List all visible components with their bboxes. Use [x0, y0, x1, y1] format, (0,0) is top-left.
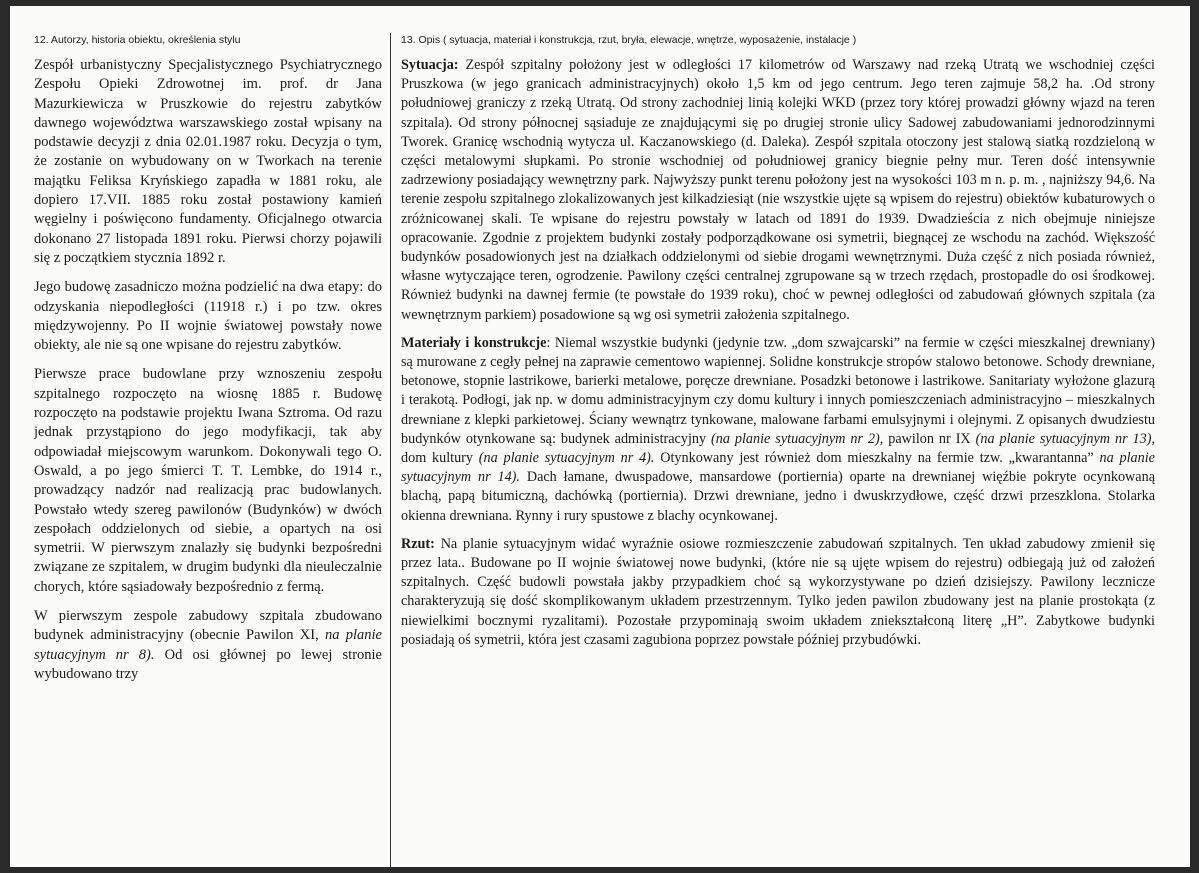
- materialy-text-2: pawilon nr IX: [883, 430, 976, 447]
- materialy-text-3: dom kultury: [401, 450, 479, 467]
- history-paragraph-4-tail: Od osi głównej po lewej stronie wybudowano trzy: [34, 646, 382, 682]
- sytuacja-text: Zespół szpitalny położony jest w odległości 17 kilometrów od Warszawy nad rzeką Utratą we wschodniej części Pruszkowa (w jego granicach administracyjnych) około 1,5 km od jego centrum. Jego teren zajmuje 58,2 ha. .Od strony południowej graniczy z rzeką Utratą. Od strony zachodniej linią kolejki WKD (przez tory której prowadzi główny wjazd na teren szpitala). Od strony północnej sąsiaduje ze znajdującymi się po drugiej stronie ulicy Sadowej zabudowaniami jednorodzinnymi Tworek. Granicę wschodnią wytycza ul. Kaczanowskiego (d. Daleka). Zespół szpitala otoczony jest stalową siatką rozdzieloną w części metalowymi słupkami. Po stronie wschodniej od południowej granicy biegnie pełny mur. Teren dość intensywnie zadrzewiony posiadający wewnętrzny park. Najwyższy punkt terenu położony jest na wysokości 103 m n. p. m. , najniższy 94,6. Na terenie zespołu szpitalnego zlokalizowanych jest kilkadziesiąt (nie wszystkie ujęte są wpisem do rejestru) obiektów kubaturowych o zróżnicowanej skali. Te wpisane do rejestru powstały w latach od 1891 do 1939. Dwadzieścia z nich obejmuje niniejsze opracowanie. Zgodnie z projektem budynki zostały podporządkowane osi symetrii, biegnącej ze wschodu na zachód. Większość budynków posadowionych jest na działkach oddzielonymi od siebie drogami wewnętrznymi. Duża część z nich posiada również, własne wytyczające teren, ogrodzenie. Pawilony części centralnej zgrupowane są w trzech rzędach, prostopadle do osi środkowej. Również budynki na dawnej fermie (te powstałe do 1939 roku), choć w pewnej odległości od zabudowań głównych szpitala (za wewnętrznym parkiem) posadowione są wg osi symetrii założenia szpitalnego.: [401, 57, 1155, 323]
- history-paragraph-1: Zespół urbanistyczny Specjalistycznego Psychiatrycznego Zespołu Opieki Zdrowotnej im. prof. dr Jana Mazurkiewicza w Pruszkowie do rejestru zabytków dawnego województwa warszawskiego został wpisany na podstawie decyzji z dnia 02.01.1987 roku. Decyzja o tym, że zostanie on wybudowany on w Tworkach na terenie majątku Feliksa Kryńskiego zapadła w 1881 roku, ale dopiero 17.VII. 1885 roku został postawiony kamień węgielny i poświęcono fundamenty. Oficjalnego otwarcia dokonano 27 listopada 1891 roku. Pierwsi chorzy pojawili się z początkiem stycznia 1892 r.: [34, 57, 382, 266]
- materialy-text-1: : Niemal wszystkie budynki (jedynie tzw. „dom szwajcarski” na fermie w części mieszkalnej drewniany) są murowane z cegły pełnej na zaprawie cementowo wapiennej. Solidne konstrukcje stropów stalowo betonowe. Schody drewniane, betonowe, stopnie lastrikowe, barierki metalowe, poręcze drewniane. Posadzki betonowe i lastrikowe. Sanitariaty wyłożone glazurą i terakotą. Podłogi, jak np. w domu administracyjnym czy domu kultury i innych pomieszczeniach administracyjno – mieszkalnych drewniane z klepki parkietowej. Ściany wewnątrz tynkowane, malowane farbami emulsyjnymi i olejnymi. Z opisanych dwudziestu budynków otynkowane są: budynek administracyjny: [401, 334, 1155, 447]
- history-paragraph-4-text: W pierwszym zespole zabudowy szpitala zbudowano budynek administracyjny (obecnie Pawilon XI,: [34, 608, 382, 644]
- history-paragraph-3: Pierwsze prace budowlane przy wznoszeniu zespołu szpitalnego rozpoczęto na wiosnę 1885 r. Budowę rozpoczęto na podstawie projektu Iwana Sztroma. Od razu jednak przystąpiono do jego modyfikacji, tak aby odpowiadał miejscowym warunkom. Dokonywali tego O. Oswald, a po jego śmierci T. T. Lembke, do 1914 r., prowadzący nadzór nad realizacją prac budowlanych. Powstało wtedy szereg pawilonów (Budynków) w dwóch zespołach oddzielonych od siebie, a opartych na osi symetrii. W pierwszym znalazły się budynki bezpośredni związane ze szpitalem, w drugim budynki dla nieuleczalnie chorych, które sąsiadowały bezpośrednio z fermą.: [34, 366, 382, 595]
- materialy-ref-3: (na planie sytuacyjnym nr 4).: [478, 450, 655, 467]
- materialy-ref-1: (na planie sytuacyjnym nr 2),: [711, 430, 884, 447]
- sytuacja-lead: Sytuacja:: [401, 57, 459, 73]
- rzut-text: Na planie sytuacyjnym widać wyraźnie osiowe rozmieszczenie zabudowań szpitalnych. Ten układ zabudowy zmienił się przez lata.. Budowane po II wojnie światowej nowe budynki, (które nie są ujęte wpisem do rejestru) odbiegają już od założeń szpitalnych. Część budowli powstała jakby przypadkiem choć są wykorzystywane po dzień dzisiejszy. Pawilony lecznicze charakteryzują się dość skomplikowanym układem przestrzennym. Tylko jeden pawilon zbudowany jest na planie prostokąta (z niewielkimi bocznymi ryzalitami). Pozostałe przypominają swoim układem zniekształconą literę „H”. Zabytkowe budynki posiadają oś symetrii, która jest czasami zagubiona poprzez powstałe później przybudówki.: [401, 535, 1155, 648]
- rzut-lead: Rzut:: [401, 535, 435, 552]
- materialy-ref-4: na planie sytuacyjnym nr 14).: [401, 450, 1155, 486]
- materialy-lead: Materiały i konstrukcje: [401, 334, 547, 351]
- right-column: [401, 34, 1155, 867]
- materialy-text-5: Dach łamane, dwuspadowe, mansardowe (portiernia) oparte na drewnianej więźbie pokryte ocynkowaną blachą, papą bitumiczną, dachówką (portiernia). Drzwi drewniane, jedno i dwuskrzydłowe, część drzwi przeszklona. Stolarka okienna drewniana. Rynny i rury spustowe z blachy ocynkowanej.: [401, 469, 1155, 524]
- section-13-header: 13. Opis ( sytuacja, materiał i konstrukcja, rzut, bryła, elewacje, wnętrze, wyposażenie, instalacje ): [401, 34, 857, 46]
- history-paragraph-4: [34, 607, 382, 684]
- materialy-text-4: Otynkowany jest również dom mieszkalny na fermie tzw. „kwarantanna”: [654, 450, 1100, 467]
- history-paragraph-4-italic: na planie sytuacyjnym nr 8).: [34, 627, 382, 663]
- materialy-ref-2: (na planie sytuacyjnym nr 13),: [975, 430, 1155, 447]
- materialy-paragraph: [401, 334, 1155, 526]
- section-12-header: 12. Autorzy, historia obiektu, określenia stylu: [34, 34, 241, 46]
- column-divider: [390, 33, 391, 867]
- left-column: [34, 34, 382, 867]
- sytuacja-paragraph: [401, 56, 1155, 325]
- history-paragraph-2: Jego budowę zasadniczo można podzielić na dwa etapy: do odzyskania niepodległości (11918 r.) i po tzw. okres międzywojenny. Po II wojnie światowej powstały nowe obiekty, ale nie są one wpisane do rejestru zabytków.: [34, 279, 382, 354]
- document-sheet: [10, 6, 1190, 867]
- rzut-paragraph: [401, 535, 1155, 650]
